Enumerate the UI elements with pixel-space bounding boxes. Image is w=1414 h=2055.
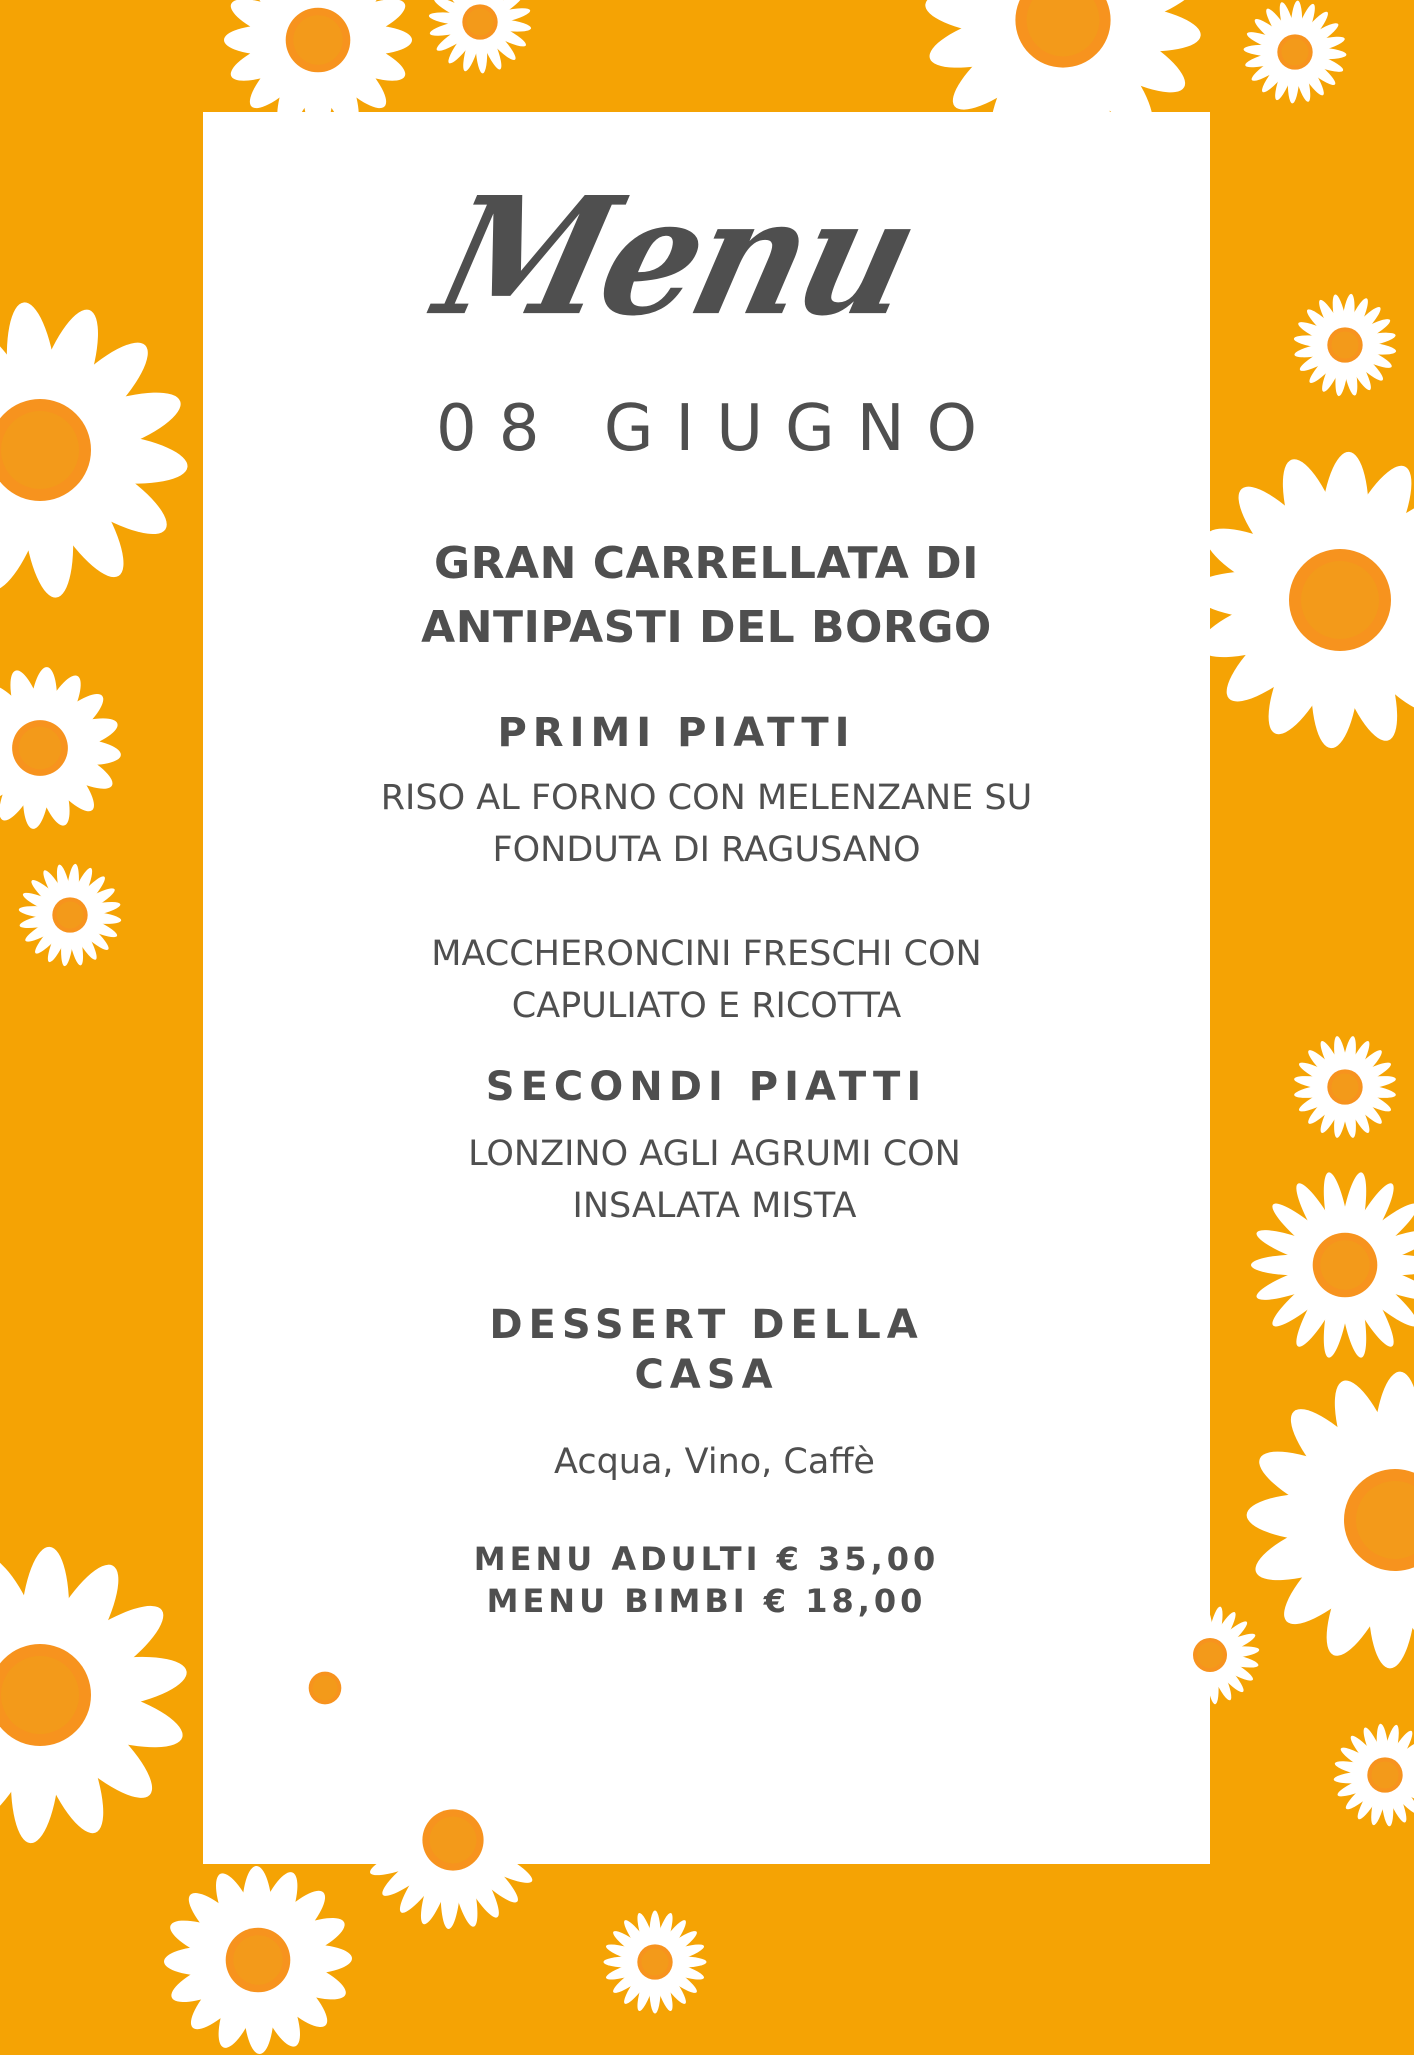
secondi-heading: SECONDI PIATTI	[485, 1064, 928, 1110]
daisy-icon	[1160, 1605, 1260, 1705]
primi-2-line-2: CAPULIATO E RICOTTA	[511, 986, 902, 1026]
price-kids: MENU BIMBI € 18,00	[486, 1582, 927, 1620]
antipasti-line-2: ANTIPASTI DEL BORGO	[421, 602, 992, 653]
menu-date: 08 GIUGNO	[436, 392, 999, 466]
daisy-icon	[1250, 1170, 1414, 1360]
daisy-icon	[277, 1640, 373, 1736]
dessert-line-2: CASA	[634, 1352, 779, 1398]
daisy-icon	[1293, 1035, 1397, 1139]
daisy-icon	[163, 1865, 353, 2055]
menu-card	[203, 112, 1210, 1864]
daisy-icon	[18, 863, 122, 967]
secondi-1-line-2: INSALATA MISTA	[572, 1186, 857, 1226]
daisy-icon	[1190, 450, 1414, 750]
daisy-icon	[0, 1545, 190, 1845]
dessert-line-1: DESSERT DELLA	[489, 1302, 924, 1348]
price-adults: MENU ADULTI € 35,00	[473, 1540, 940, 1578]
daisy-icon	[0, 300, 190, 600]
daisy-icon	[603, 1910, 707, 2014]
antipasti-line-1: GRAN CARRELLATA DI	[434, 538, 979, 589]
daisy-icon	[428, 0, 532, 74]
menu-title: Menu	[421, 161, 932, 353]
daisy-icon	[363, 1750, 543, 1930]
primi-1-line-2: FONDUTA DI RAGUSANO	[492, 830, 921, 870]
secondi-1-line-1: LONZINO AGLI AGRUMI CON	[468, 1134, 961, 1174]
daisy-icon	[0, 666, 122, 830]
daisy-icon	[1243, 0, 1347, 104]
daisy-icon	[1333, 1723, 1414, 1827]
daisy-icon	[1293, 293, 1397, 397]
primi-2-line-1: MACCHERONCINI FRESCHI CON	[431, 934, 982, 974]
daisy-icon	[1245, 1370, 1414, 1670]
primi-heading: PRIMI PIATTI	[497, 710, 856, 756]
drinks-line: Acqua, Vino, Caffè	[554, 1442, 875, 1482]
primi-1-line-1: RISO AL FORNO CON MELENZANE SU	[380, 778, 1033, 818]
